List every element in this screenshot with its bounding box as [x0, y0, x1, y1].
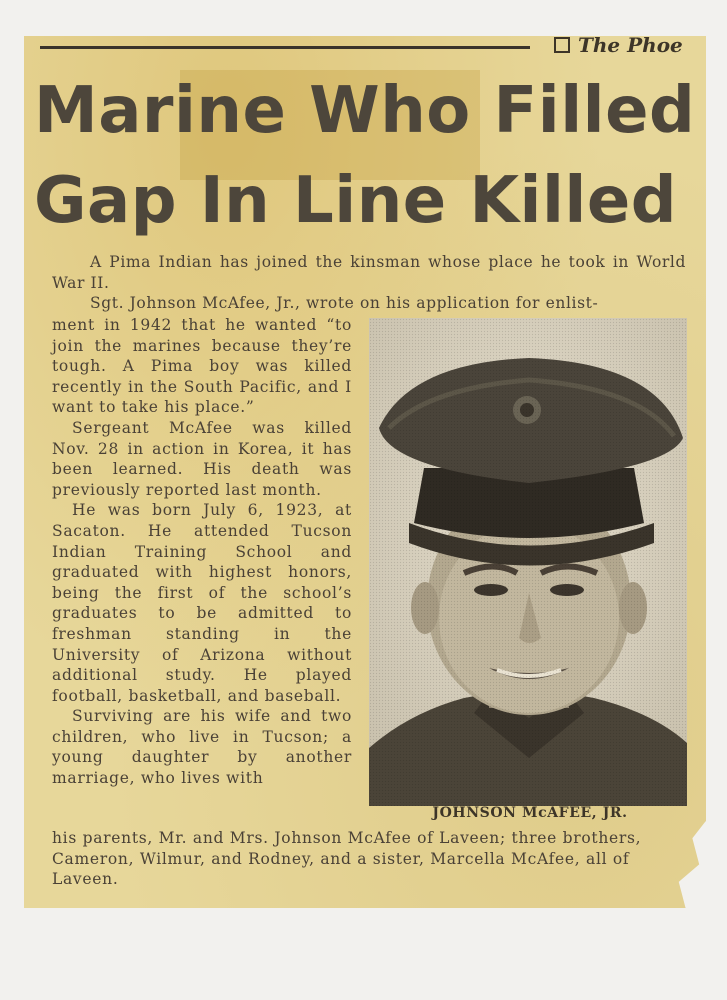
checkbox-icon	[554, 37, 570, 53]
column-paragraph: Sergeant McAfee was killed Nov. 28 in action in Korea, it has been learned. His death was previously reported last month.	[52, 418, 352, 499]
newspaper-name: The Phoe	[578, 33, 683, 57]
portrait-photo	[369, 318, 687, 806]
headline	[34, 66, 695, 246]
headline-line-2: Gap In Line Killed	[34, 164, 678, 238]
column-paragraph: Surviving are his wife and two children, who live in Tucson; a young daughter by another marriage, who lives with	[52, 707, 352, 788]
lead-paragraph: Sgt. Johnson McAfee, Jr., wrote on his application for enlist-	[90, 294, 599, 312]
photo-caption: JOHNSON McAFEE, JR.	[432, 805, 628, 821]
top-rule	[40, 46, 530, 49]
column-paragraph: ment in 1942 that he wanted “to join the marines because they’re tough. A Pima boy was killed recently in the South Pacific, and I want to take his place.”	[52, 316, 352, 417]
masthead	[554, 33, 683, 57]
lead-paragraph: A Pima Indian has joined the kinsman whose place he took in World War II.	[52, 253, 686, 292]
portrait-image	[369, 318, 687, 806]
article-column	[52, 315, 352, 789]
headline-line-1: Marine Who Filled	[34, 74, 696, 148]
lead-text	[52, 252, 686, 314]
column-paragraph: He was born July 6, 1923, at Sacaton. He attended Tucson Indian Training School and graduated with highest honors, being the first of the school’s graduates to be admitted to freshman standing in the University of Arizona without additional study. He played football, basketball, and baseball.	[52, 501, 352, 705]
closing-paragraph: his parents, Mr. and Mrs. Johnson McAfee of Laveen; three brothers, Cameron, Wilmur, and Rodney, and a sister, Marcella McAfee, all of Laveen.	[52, 829, 642, 888]
